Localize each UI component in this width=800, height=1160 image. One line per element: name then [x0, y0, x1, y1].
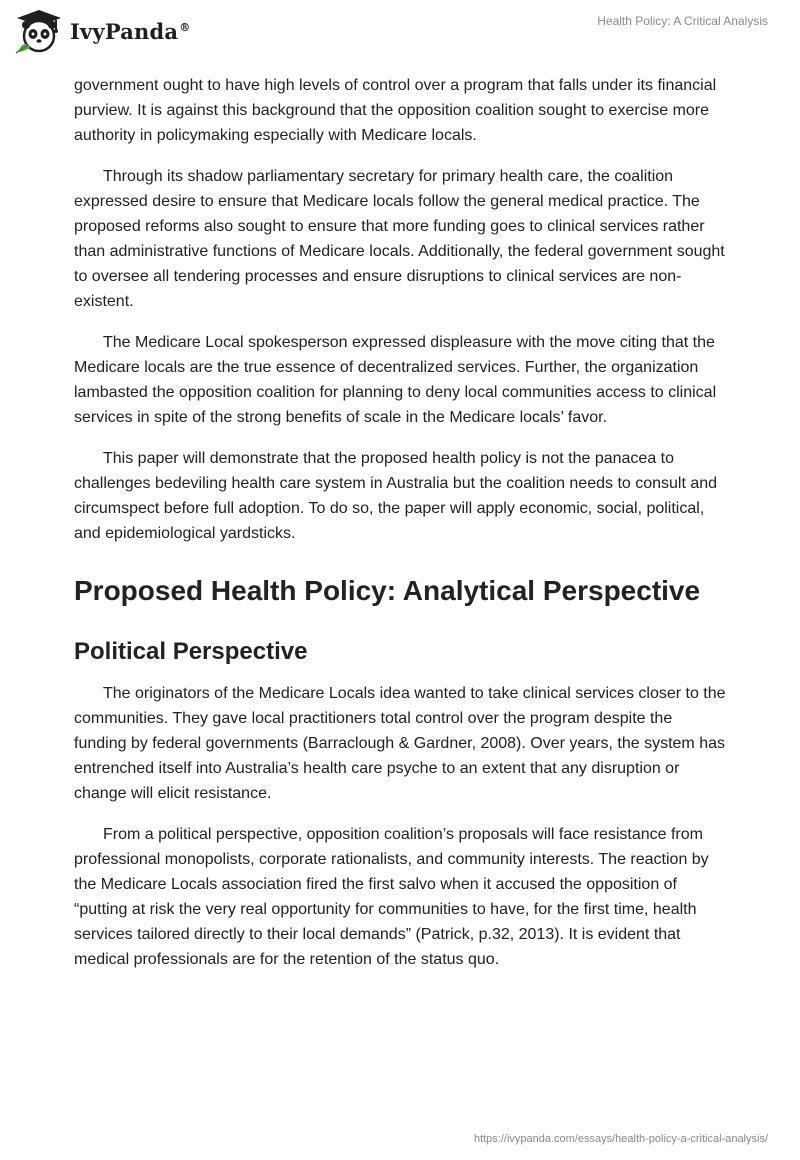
- panda-mascot-icon: [14, 8, 64, 54]
- essay-content: [74, 73, 726, 988]
- paragraph-3: The Medicare Local spokesperson expressed displeasure with the move citing that the Medicare locals are the true essence of decentralized services. Further, the organization lambasted the opposition coalition for planning to deny local communities access to clinical services in spite of the strong benefits of scale in the Medicare locals’ favor.: [74, 334, 717, 426]
- page-header: [0, 0, 800, 70]
- footer-url[interactable]: https://ivypanda.com/essays/health-policy-a-critical-analysis/: [473, 1133, 768, 1145]
- subsection-heading: Political Perspective: [74, 638, 308, 665]
- paragraph-6: From a political perspective, opposition coalition’s proposals will face resistance from professional monopolists, corporate rationalists, and community interests. The reaction by the Medicare Locals association fired the first salvo when it accused the opposition of “putting at risk the very real opportunity for communities to have, for the first time, health services tailored directly to their local demands” (Patrick, p.32, 2013). It is evident that medical professionals are for the retention of the status quo.: [74, 826, 709, 968]
- ivypanda-logo[interactable]: [14, 8, 190, 54]
- paragraph-1: government ought to have high levels of control over a program that falls under its financial purview. It is against this background that the opposition coalition sought to exercise more authority in policymaking especially with Medicare locals.: [74, 77, 717, 144]
- paragraph-4: This paper will demonstrate that the proposed health policy is not the panacea to challenges bedeviling health care system in Australia but the coalition needs to consult and circumspect before full adoption. To do so, the paper will apply economic, social, political, and epidemiological yardsticks.: [74, 450, 718, 542]
- paragraph-5: The originators of the Medicare Locals idea wanted to take clinical services closer to the communities. They gave local practitioners total control over the program despite the funding by federal governments (Barraclough & Gardner, 2008). Over years, the system has entrenched itself into Australia’s health care psyche to an extent that any disruption or change will elicit resistance.: [74, 685, 726, 802]
- paragraph-2: Through its shadow parliamentary secretary for primary health care, the coalition expressed desire to ensure that Medicare locals follow the general medical practice. The proposed reforms also sought to ensure that more funding goes to clinical services rather than administrative functions of Medicare locals. Additionally, the federal government sought to oversee all tendering processes and ensure disruptions to clinical services are non-existent.: [74, 168, 725, 310]
- brand-name: IvyPanda®: [70, 18, 191, 44]
- document-title: Health Policy: A Critical Analysis: [597, 14, 768, 28]
- section-heading: Proposed Health Policy: Analytical Perspective: [74, 575, 701, 606]
